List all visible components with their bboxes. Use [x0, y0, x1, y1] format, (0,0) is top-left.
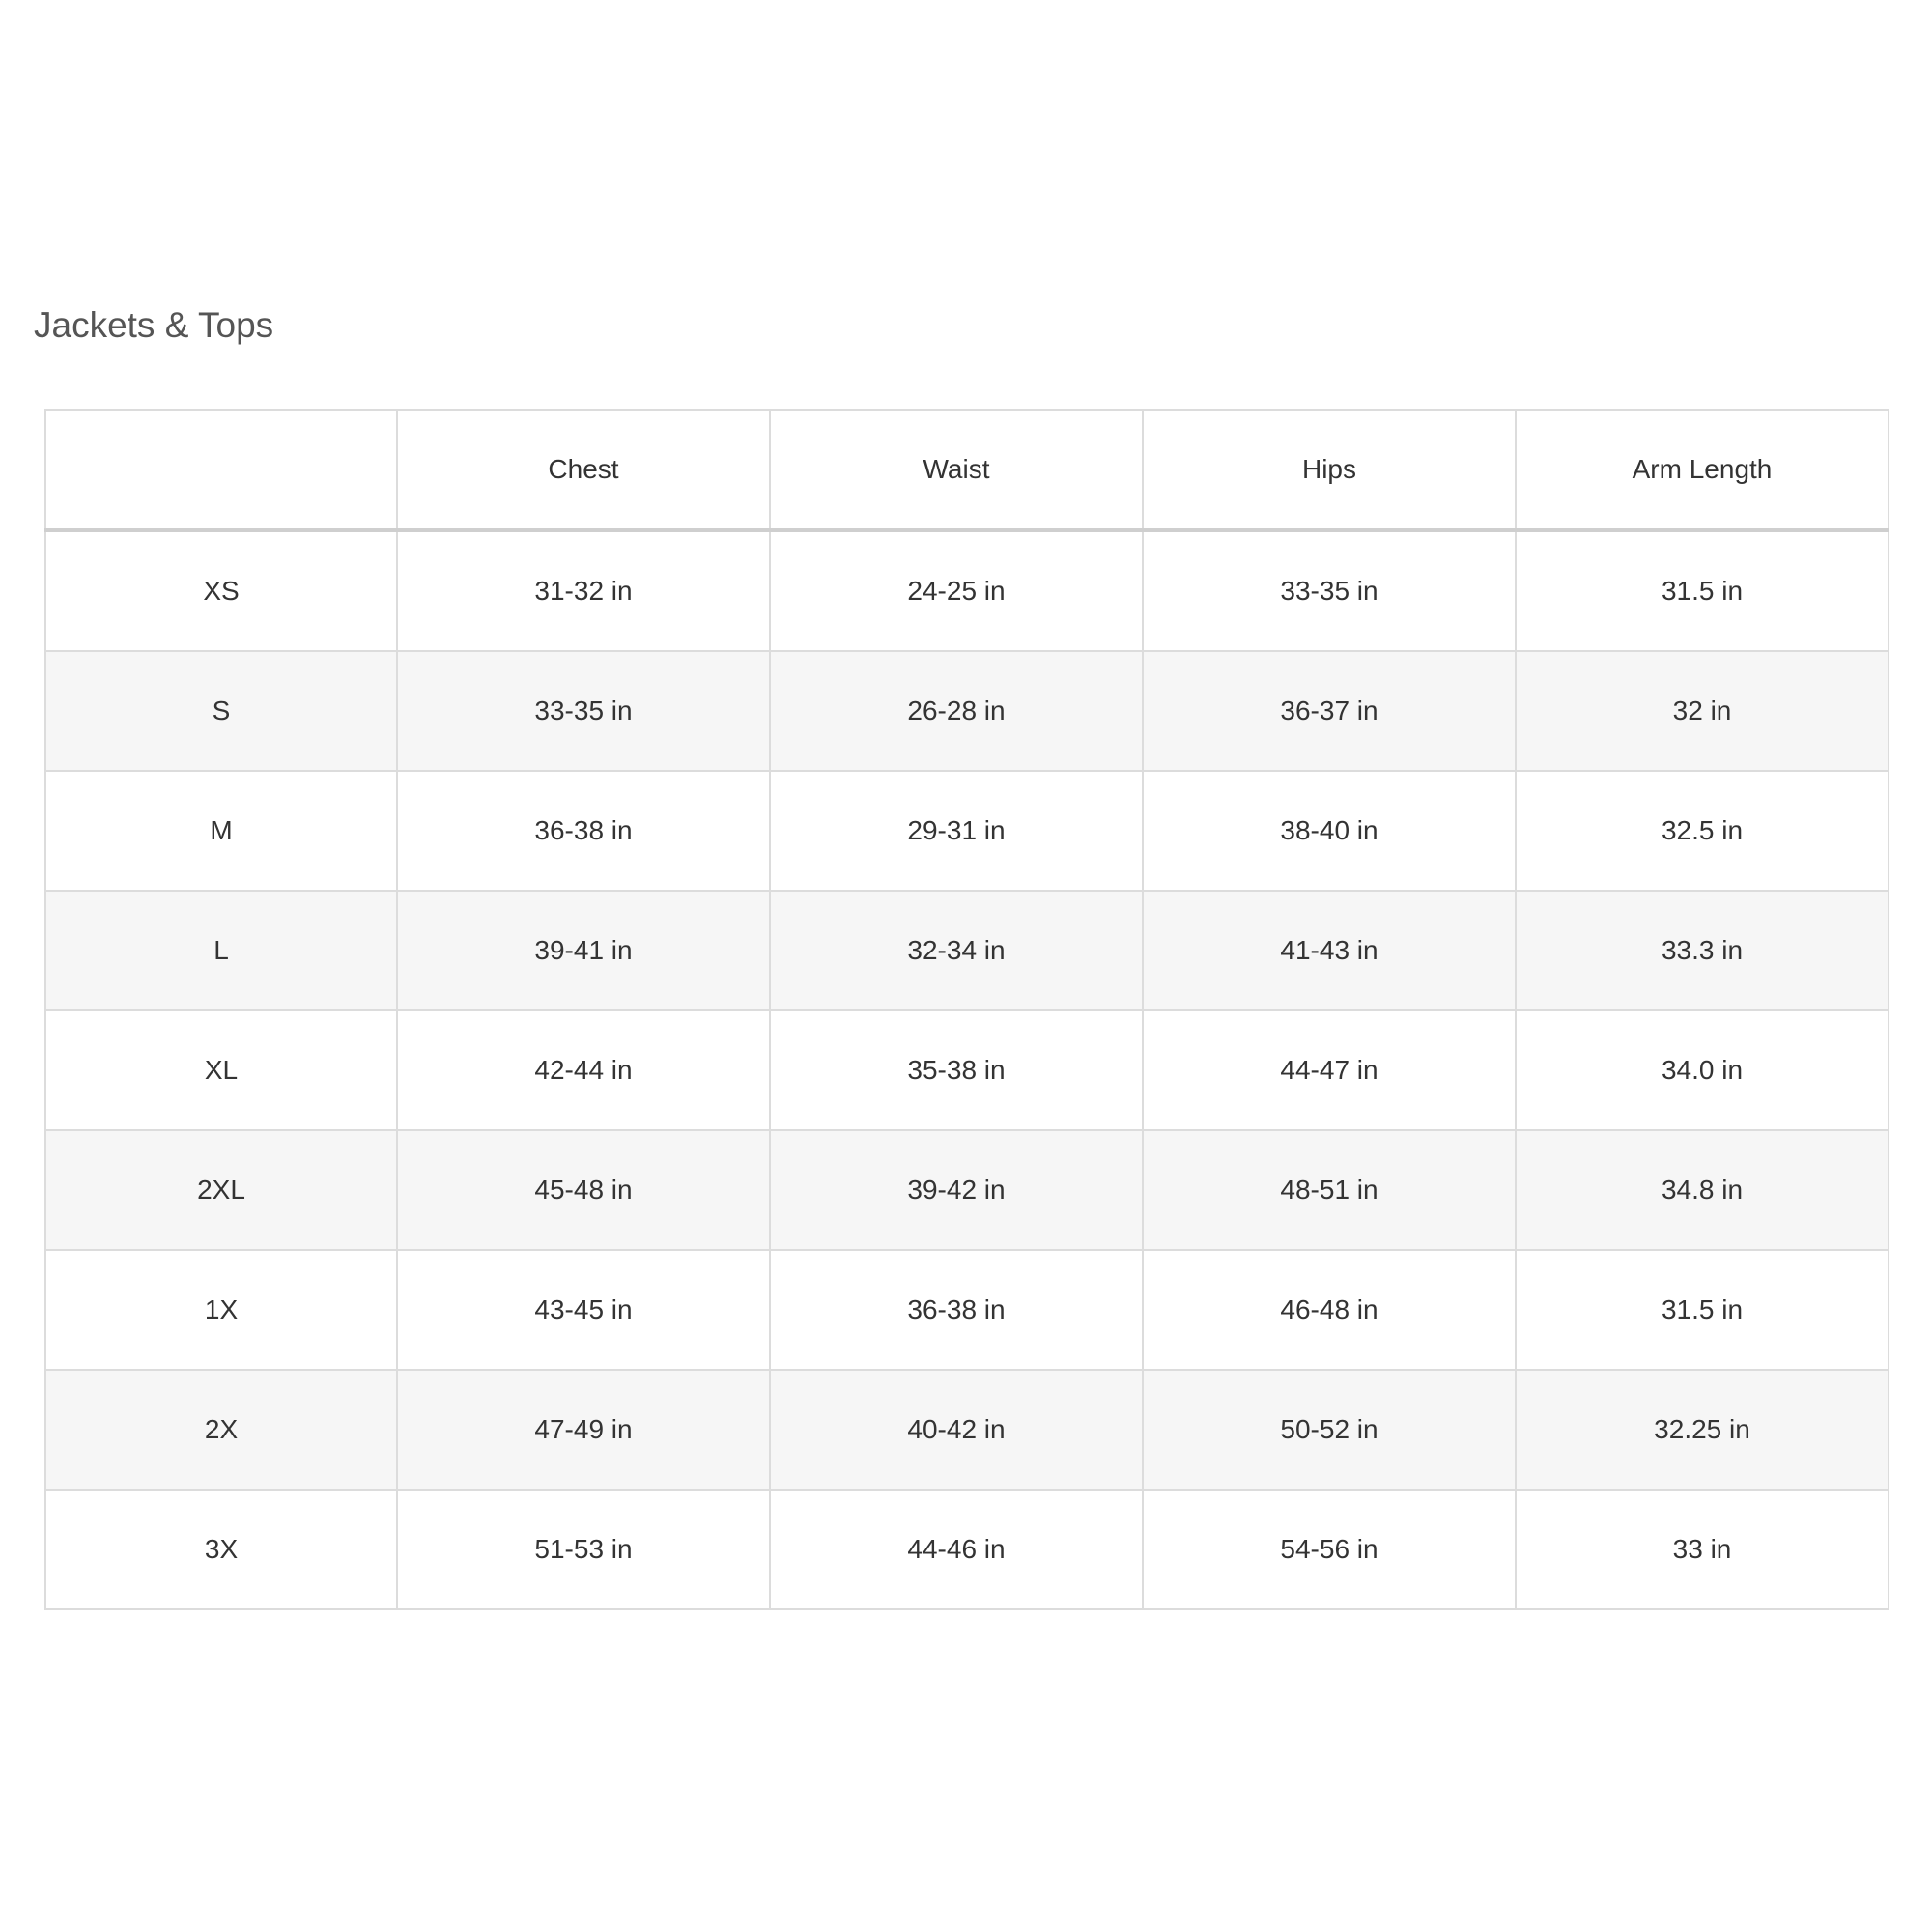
- table-header-row: [45, 410, 1889, 530]
- header-cell-size: [45, 410, 397, 530]
- size-cell: 2X: [45, 1370, 397, 1490]
- arm-length-cell: 31.5 in: [1516, 530, 1889, 651]
- chest-cell: 36-38 in: [397, 771, 770, 891]
- waist-cell: 24-25 in: [770, 530, 1143, 651]
- table-row: [45, 1250, 1889, 1370]
- size-cell: 3X: [45, 1490, 397, 1609]
- chest-cell: 45-48 in: [397, 1130, 770, 1250]
- arm-length-cell: 34.8 in: [1516, 1130, 1889, 1250]
- arm-length-cell: 32.25 in: [1516, 1370, 1889, 1490]
- table-row: [45, 1370, 1889, 1490]
- arm-length-cell: 32.5 in: [1516, 771, 1889, 891]
- hips-cell: 44-47 in: [1143, 1010, 1516, 1130]
- header-cell-arm-length: Arm Length: [1516, 410, 1889, 530]
- table-row: [45, 891, 1889, 1010]
- table-row: [45, 1010, 1889, 1130]
- hips-cell: 54-56 in: [1143, 1490, 1516, 1609]
- hips-cell: 46-48 in: [1143, 1250, 1516, 1370]
- arm-length-cell: 34.0 in: [1516, 1010, 1889, 1130]
- hips-cell: 38-40 in: [1143, 771, 1516, 891]
- chest-cell: 51-53 in: [397, 1490, 770, 1609]
- chest-cell: 43-45 in: [397, 1250, 770, 1370]
- hips-cell: 41-43 in: [1143, 891, 1516, 1010]
- waist-cell: 36-38 in: [770, 1250, 1143, 1370]
- arm-length-cell: 32 in: [1516, 651, 1889, 771]
- chest-cell: 42-44 in: [397, 1010, 770, 1130]
- table-row: [45, 530, 1889, 651]
- size-cell: 2XL: [45, 1130, 397, 1250]
- waist-cell: 40-42 in: [770, 1370, 1143, 1490]
- header-cell-chest: Chest: [397, 410, 770, 530]
- chest-cell: 47-49 in: [397, 1370, 770, 1490]
- size-chart-table: [44, 409, 1889, 1610]
- hips-cell: 48-51 in: [1143, 1130, 1516, 1250]
- arm-length-cell: 33.3 in: [1516, 891, 1889, 1010]
- arm-length-cell: 33 in: [1516, 1490, 1889, 1609]
- chest-cell: 31-32 in: [397, 530, 770, 651]
- arm-length-cell: 31.5 in: [1516, 1250, 1889, 1370]
- waist-cell: 44-46 in: [770, 1490, 1143, 1609]
- waist-cell: 32-34 in: [770, 891, 1143, 1010]
- table-row: [45, 1130, 1889, 1250]
- hips-cell: 33-35 in: [1143, 530, 1516, 651]
- table-row: [45, 1490, 1889, 1609]
- waist-cell: 26-28 in: [770, 651, 1143, 771]
- table-row: [45, 771, 1889, 891]
- size-cell: S: [45, 651, 397, 771]
- waist-cell: 29-31 in: [770, 771, 1143, 891]
- size-cell: XL: [45, 1010, 397, 1130]
- size-cell: XS: [45, 530, 397, 651]
- size-cell: L: [45, 891, 397, 1010]
- size-cell: 1X: [45, 1250, 397, 1370]
- waist-cell: 35-38 in: [770, 1010, 1143, 1130]
- size-cell: M: [45, 771, 397, 891]
- section-title: Jackets & Tops: [34, 305, 274, 345]
- hips-cell: 50-52 in: [1143, 1370, 1516, 1490]
- chest-cell: 39-41 in: [397, 891, 770, 1010]
- chest-cell: 33-35 in: [397, 651, 770, 771]
- hips-cell: 36-37 in: [1143, 651, 1516, 771]
- table-row: [45, 651, 1889, 771]
- header-cell-hips: Hips: [1143, 410, 1516, 530]
- waist-cell: 39-42 in: [770, 1130, 1143, 1250]
- header-cell-waist: Waist: [770, 410, 1143, 530]
